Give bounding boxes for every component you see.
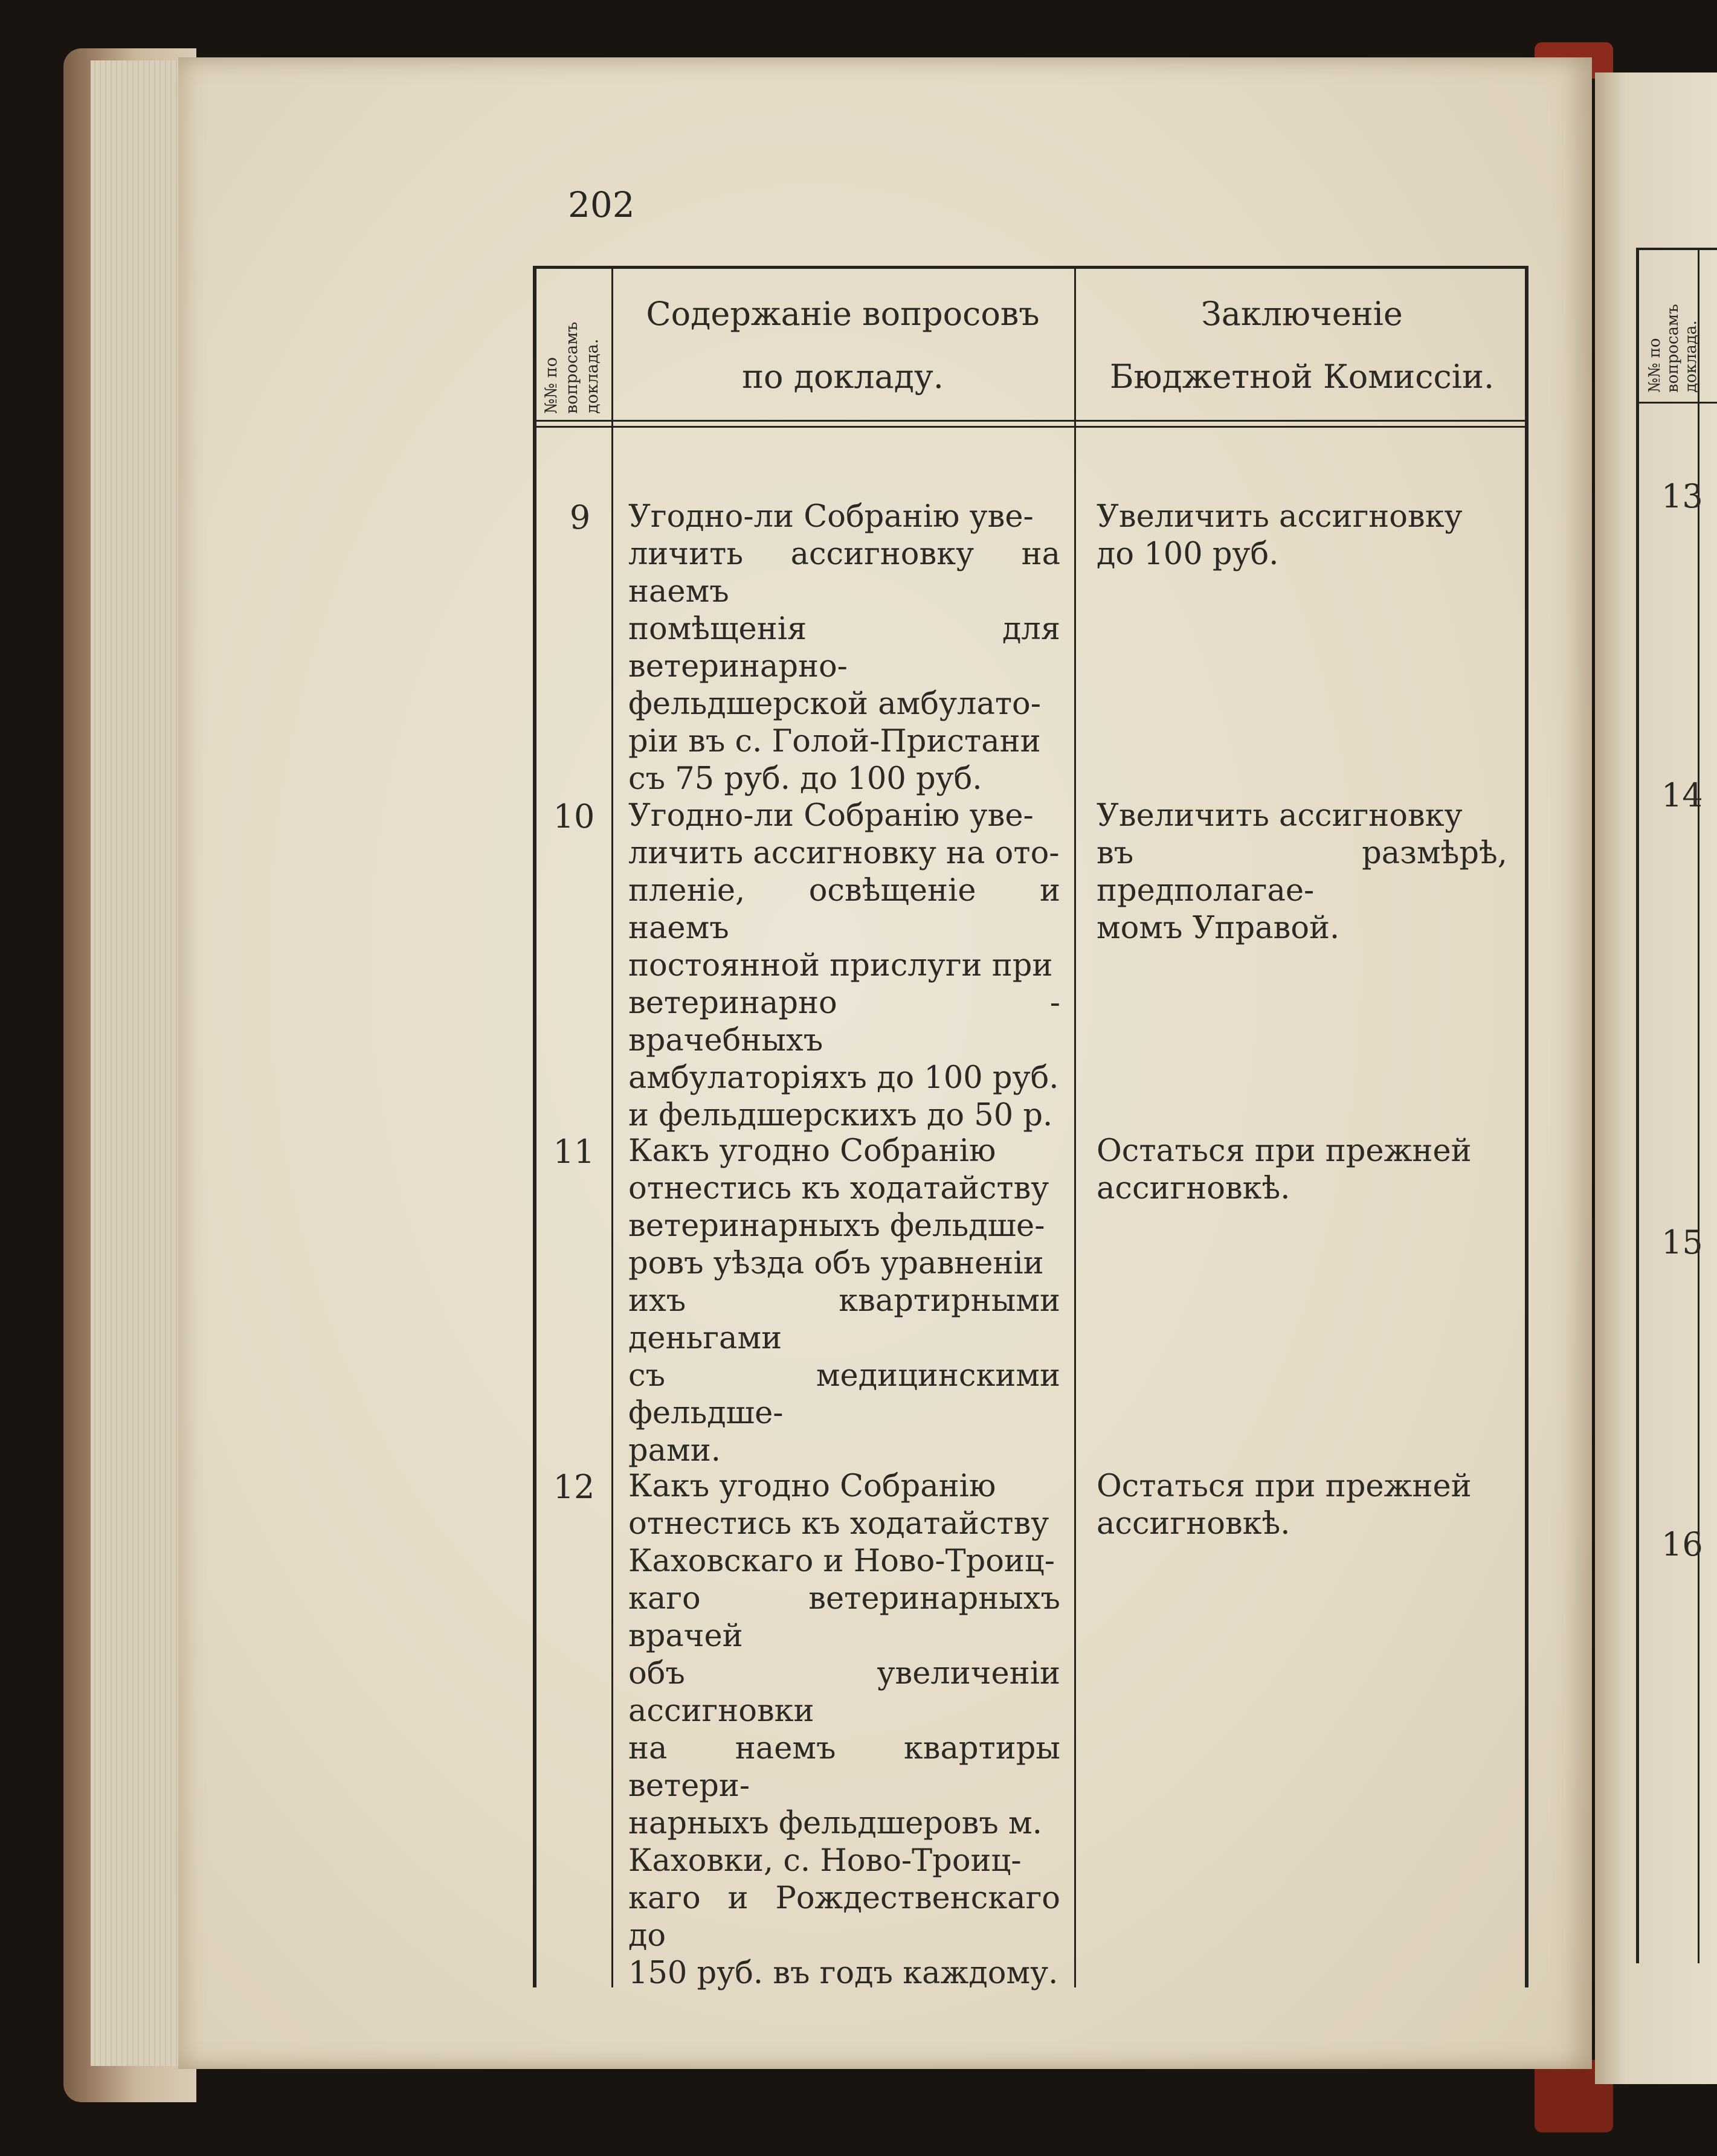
right-row-number: 15	[1661, 1223, 1703, 1261]
row-number: 11	[553, 1133, 595, 1171]
row-number: 9	[569, 498, 591, 536]
header-rule-2	[535, 426, 1529, 428]
page-number: 202	[568, 184, 635, 225]
table-top-rule	[535, 266, 1529, 269]
row-conclusion: Остаться при прежней ассигновкѣ.	[1097, 1133, 1472, 1206]
header-number-label: №№ по вопросамъ доклада.	[542, 321, 602, 414]
row-question: Какъ угодно Собранію отнестись къ ходатайству Каховскаго и Ново-Троиц- каго ветеринарныхъ врачей объ увеличеніи ассигновки на наемъ квартиры ветери- нарныхъ фельдшеровъ м. Каховки, с. Ново-Троиц- каго и Рождественскаго до 150 руб. въ годъ каждому.	[628, 1469, 1060, 1991]
right-table-left-rule	[1636, 248, 1639, 1963]
table-col-rule-2	[1074, 266, 1076, 1987]
table-left-rule	[533, 266, 536, 1987]
table-right-rule	[1525, 266, 1529, 1987]
header-conclusion-col: Заключеніе Бюджетной Комиссіи.	[1109, 295, 1495, 396]
header-rule-1	[535, 420, 1529, 422]
right-header-number-col	[1642, 278, 1700, 393]
right-row-number: 14	[1661, 776, 1703, 814]
right-table-top-rule	[1636, 248, 1717, 250]
row-conclusion: Увеличить ассигновку въ размѣрѣ, предполагае- момъ Управой.	[1097, 798, 1507, 946]
row-question: Угодно-ли Собранію уве- личить ассигновку на наемъ помѣщенія для ветеринарно- фельдшерской амбулато- ріи въ с. Голой-Пристани съ 75 руб. до 100 руб.	[628, 499, 1060, 797]
right-header-rule	[1636, 402, 1717, 404]
right-row-number: 16	[1661, 1525, 1703, 1563]
row-number: 12	[553, 1468, 595, 1506]
header-number-col	[530, 275, 609, 420]
row-conclusion: Остаться при прежней ассигновкѣ.	[1097, 1469, 1472, 1542]
row-question: Угодно-ли Собранію уве- личить ассигновку на ото- пленіе, освѣщеніе и наемъ постоянной прислуги при ветеринарно - врачебныхъ амбулаторіяхъ до 100 руб. и фельдшерскихъ до 50 р.	[628, 798, 1060, 1133]
row-question: Какъ угодно Собранію отнестись къ ходатайству ветеринарныхъ фельдше- ровъ уѣзда объ уравненіи ихъ квартирными деньгами съ медицинскими фельдше- рами.	[628, 1133, 1060, 1469]
row-number: 10	[553, 797, 595, 835]
right-row-number: 13	[1661, 477, 1703, 515]
right-header-number-label: №№ по вопросамъ доклада.	[1646, 304, 1700, 393]
header-question-col: Содержаніе вопросовъ по докладу.	[646, 295, 1040, 396]
row-conclusion: Увеличить ассигновку до 100 руб.	[1097, 499, 1463, 572]
